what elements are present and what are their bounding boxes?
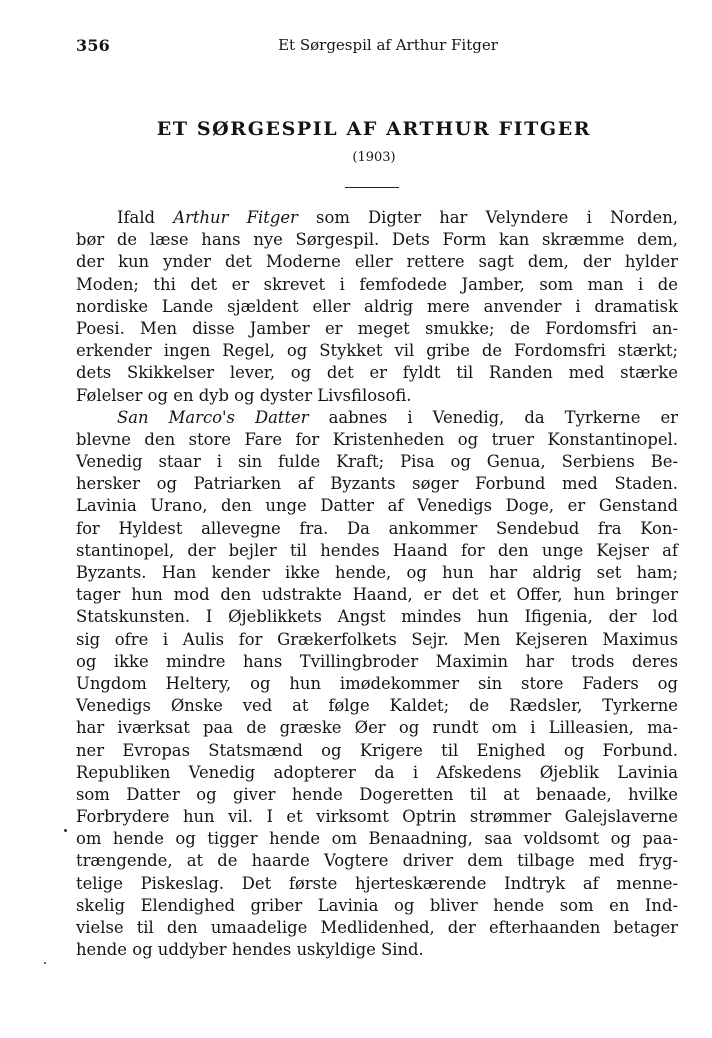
text-line: har iværksat paa de græske Øer og rundt om i Lilleasien, ma- [76, 718, 678, 738]
text-line: bør de læse hans nye Sørgespil. Dets Form kan skræmme dem, [76, 230, 678, 250]
text-line: Republiken Venedig adopterer da i Afskedens Øjeblik Lavinia [76, 762, 678, 782]
text-line: telige Piskeslag. Det første hjerteskærende Indtryk af menne- [76, 873, 678, 893]
text-line: Forbrydere hun vil. I et virksomt Optrin strømmer Galejslaverne [76, 807, 678, 827]
text-line: hersker og Patriarken af Byzants søger Forbund med Staden. [76, 474, 678, 494]
text-line: nordiske Lande sjældent eller aldrig mere anvender i dramatisk [76, 296, 678, 316]
play-title: San Marco's Datter [117, 407, 309, 427]
text-line: Statskunsten. I Øjeblikkets Angst mindes hun Ifigenia, der lod [76, 607, 678, 627]
text-line: om hende og tigger hende om Benaadning, saa voldsomt og paa- [76, 829, 678, 849]
page-number: 356 [76, 36, 110, 55]
text-line: tager hun mod den udstrakte Haand, er det et Offer, hun bringer [76, 585, 678, 605]
text-line: og ikke mindre hans Tvillingbroder Maximin har trods deres [76, 651, 678, 671]
text-line: som Datter og giver hende Dogeretten til at benaade, hvilke [76, 784, 678, 804]
text-line: Poesi. Men disse Jamber er meget smukke; de Fordomsfri an- [76, 318, 678, 338]
text-line: Ungdom Heltery, og hun imødekommer sin store Faders og [76, 673, 678, 693]
text-line: blevne den store Fare for Kristenheden og truer Konstantinopel. [76, 429, 678, 449]
article-title: ET SØRGESPIL AF ARTHUR FITGER [156, 118, 592, 140]
text-line: dets Skikkelser lever, og det er fyldt til Randen med stærke [76, 363, 678, 383]
text-line: Byzants. Han kender ikke hende, og hun har aldrig set ham; [76, 563, 678, 582]
text-line: Venedigs Ønske ved at følge Kaldet; de Rædsler, Tyrkerne [76, 696, 678, 716]
text-line: hende og uddyber hendes uskyldige Sind. [76, 940, 424, 960]
text-line: sig ofre i Aulis for Grækerfolkets Sejr. Men Kejseren Maximus [76, 629, 678, 649]
text-line: Venedig staar i sin fulde Kraft; Pisa og Genua, Serbiens Be- [76, 452, 678, 472]
text-line: Ifald Arthur Fitger som Digter har Velyndere i Norden, [117, 208, 678, 227]
body-text [76, 207, 678, 961]
author-name: Arthur Fitger [173, 208, 298, 227]
text-line: San Marco's Datter aabnes i Venedig, da Tyrkerne er [117, 407, 678, 427]
text-line: Følelser og en dyb og dyster Livsfilosofi. [76, 385, 412, 405]
running-head: Et Sørgespil af Arthur Fitger [278, 36, 498, 54]
text-line: stantinopel, der bejler til hendes Haand for den unge Kejser af [76, 540, 678, 560]
text-line: Moden; thi det er skrevet i femfodede Jamber, som man i de [76, 274, 678, 294]
print-speck [64, 829, 67, 832]
print-speck [44, 962, 46, 964]
text-line: erkender ingen Regel, og Stykket vil gribe de Fordomsfri stærkt; [76, 341, 678, 361]
title-rule [345, 187, 399, 188]
text-line: trængende, at de haarde Vogtere driver dem tilbage med fryg- [76, 851, 678, 871]
text-line: Lavinia Urano, den unge Datter af Venedigs Doge, er Genstand [76, 496, 678, 516]
text-line: der kun ynder det Moderne eller rettere sagt dem, der hylder [76, 252, 678, 272]
article-year: (1903) [352, 150, 396, 165]
text-line: vielse til den umaadelige Medlidenhed, der efterhaanden betager [76, 918, 678, 937]
text-line: for Hyldest allevegne fra. Da ankommer Sendebud fra Kon- [76, 518, 678, 538]
text-line: skelig Elendighed griber Lavinia og bliver hende som en Ind- [76, 895, 678, 915]
text-line: ner Evropas Statsmænd og Krigere til Enighed og Forbund. [76, 740, 678, 760]
